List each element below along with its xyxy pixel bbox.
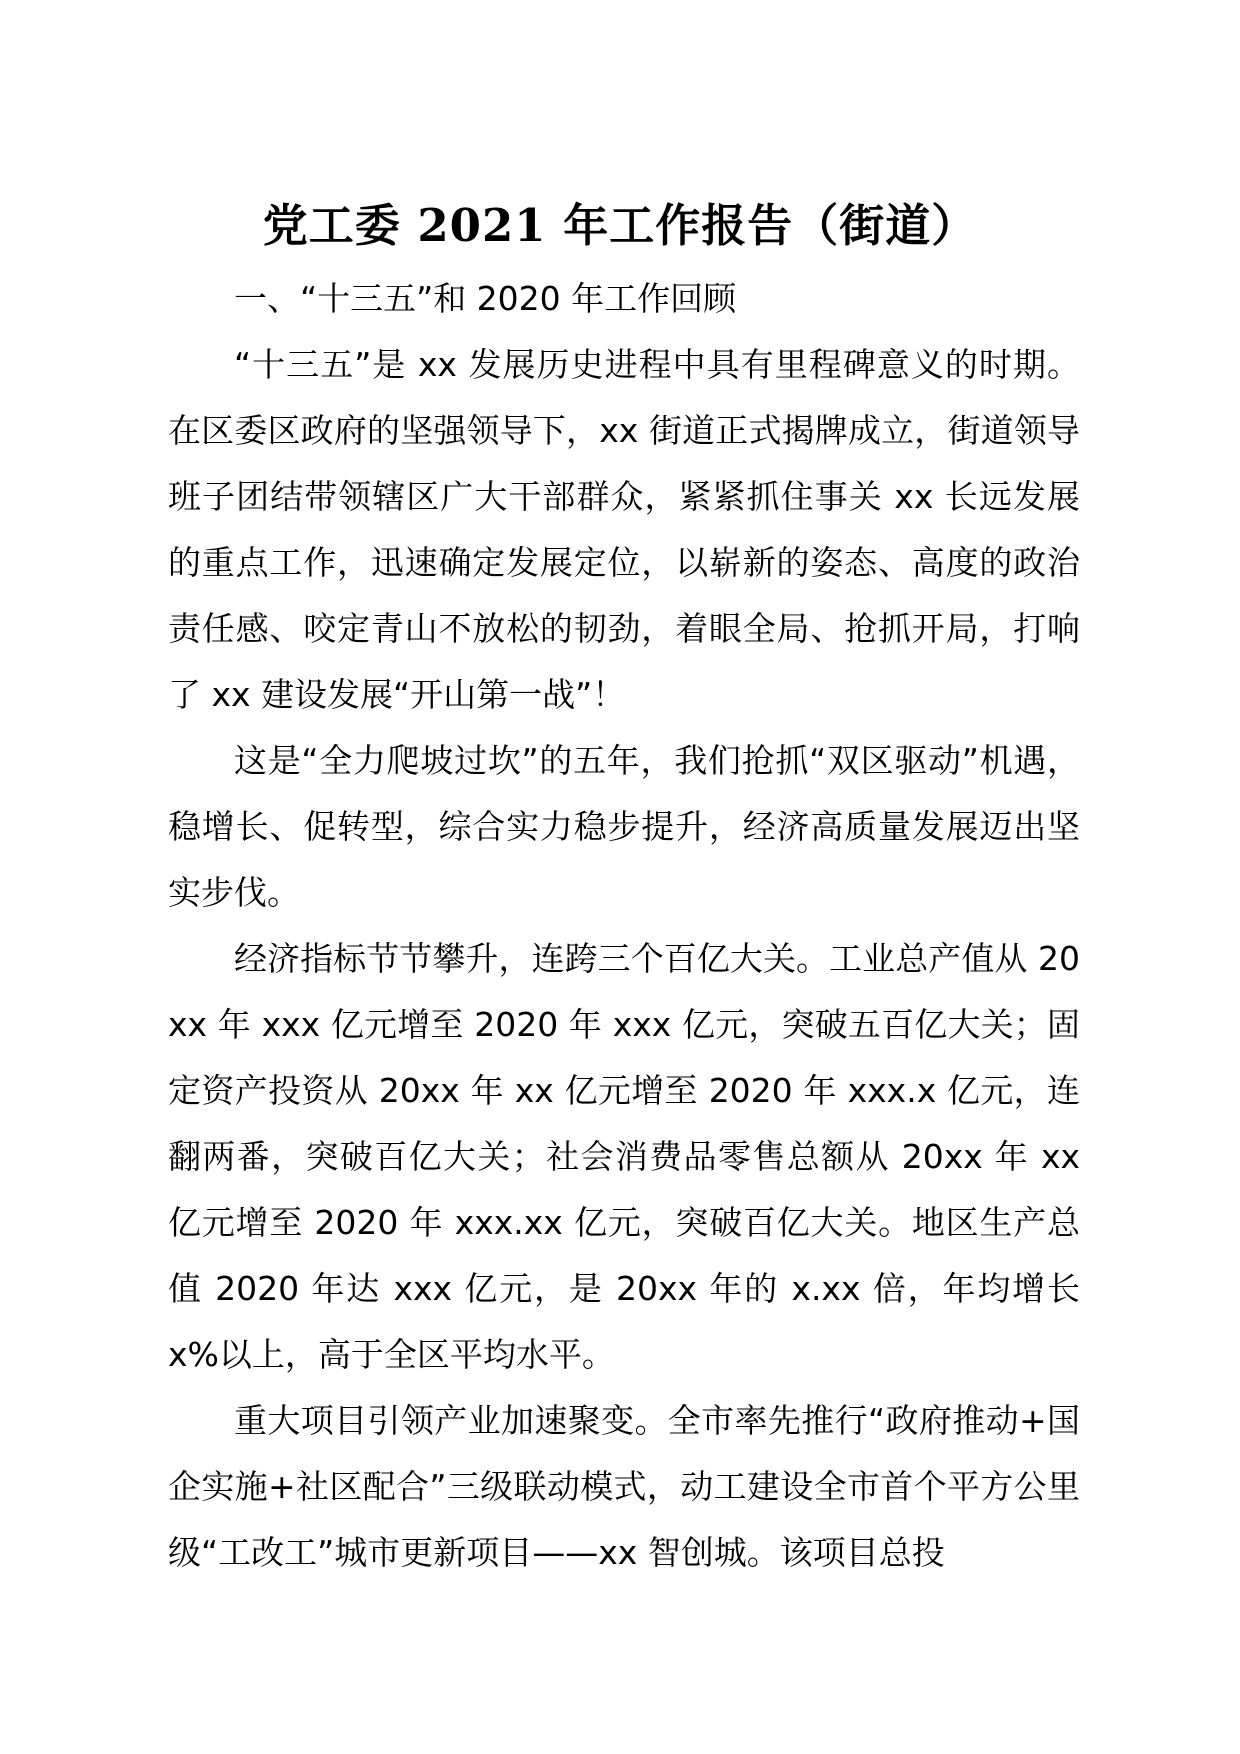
document-body	[168, 266, 1080, 1586]
document-title: 党工委 2021 年工作报告（街道）	[262, 199, 978, 252]
paragraph-1: “十三五”是 xx 发展历史进程中具有里程碑意义的时期。在区委区政府的坚强领导下，xx 街道正式揭牌成立，街道领导班子团结带领辖区广大干部群众，紧紧抓住事关 xx 长远发展的重点工作，迅速确定发展定位，以崭新的姿态、高度的政治责任感、咬定青山不放松的韧劲，着眼全局、抢抓开局，打响了 xx 建设发展“开山第一战”！	[168, 345, 1080, 714]
paragraph-3: 经济指标节节攀升，连跨三个百亿大关。工业总产值从 20xx 年 xxx 亿元增至 2020 年 xxx 亿元，突破五百亿大关；固定资产投资从 20xx 年 xx 亿元增至 2020 年 xxx.x 亿元，连翻两番，突破百亿大关；社会消费品零售总额从 20xx 年 xx 亿元增至 2020 年 xxx.xx 亿元，突破百亿大关。地区生产总值 2020 年达 xxx 亿元，是 20xx 年的 x.xx 倍，年均增长 x%以上，高于全区平均水平。	[168, 939, 1080, 1374]
paragraph-2: 这是“全力爬坡过坎”的五年，我们抢抓“双区驱动”机遇，稳增长、促转型，综合实力稳步提升，经济高质量发展迈出坚实步伐。	[168, 741, 1080, 912]
section-heading: 一、“十三五”和 2020 年工作回顾	[234, 279, 737, 318]
paragraph-4: 重大项目引领产业加速聚变。全市率先推行“政府推动+国企实施+社区配合”三级联动模式，动工建设全市首个平方公里级“工改工”城市更新项目——xx 智创城。该项目总投	[168, 1401, 1080, 1572]
